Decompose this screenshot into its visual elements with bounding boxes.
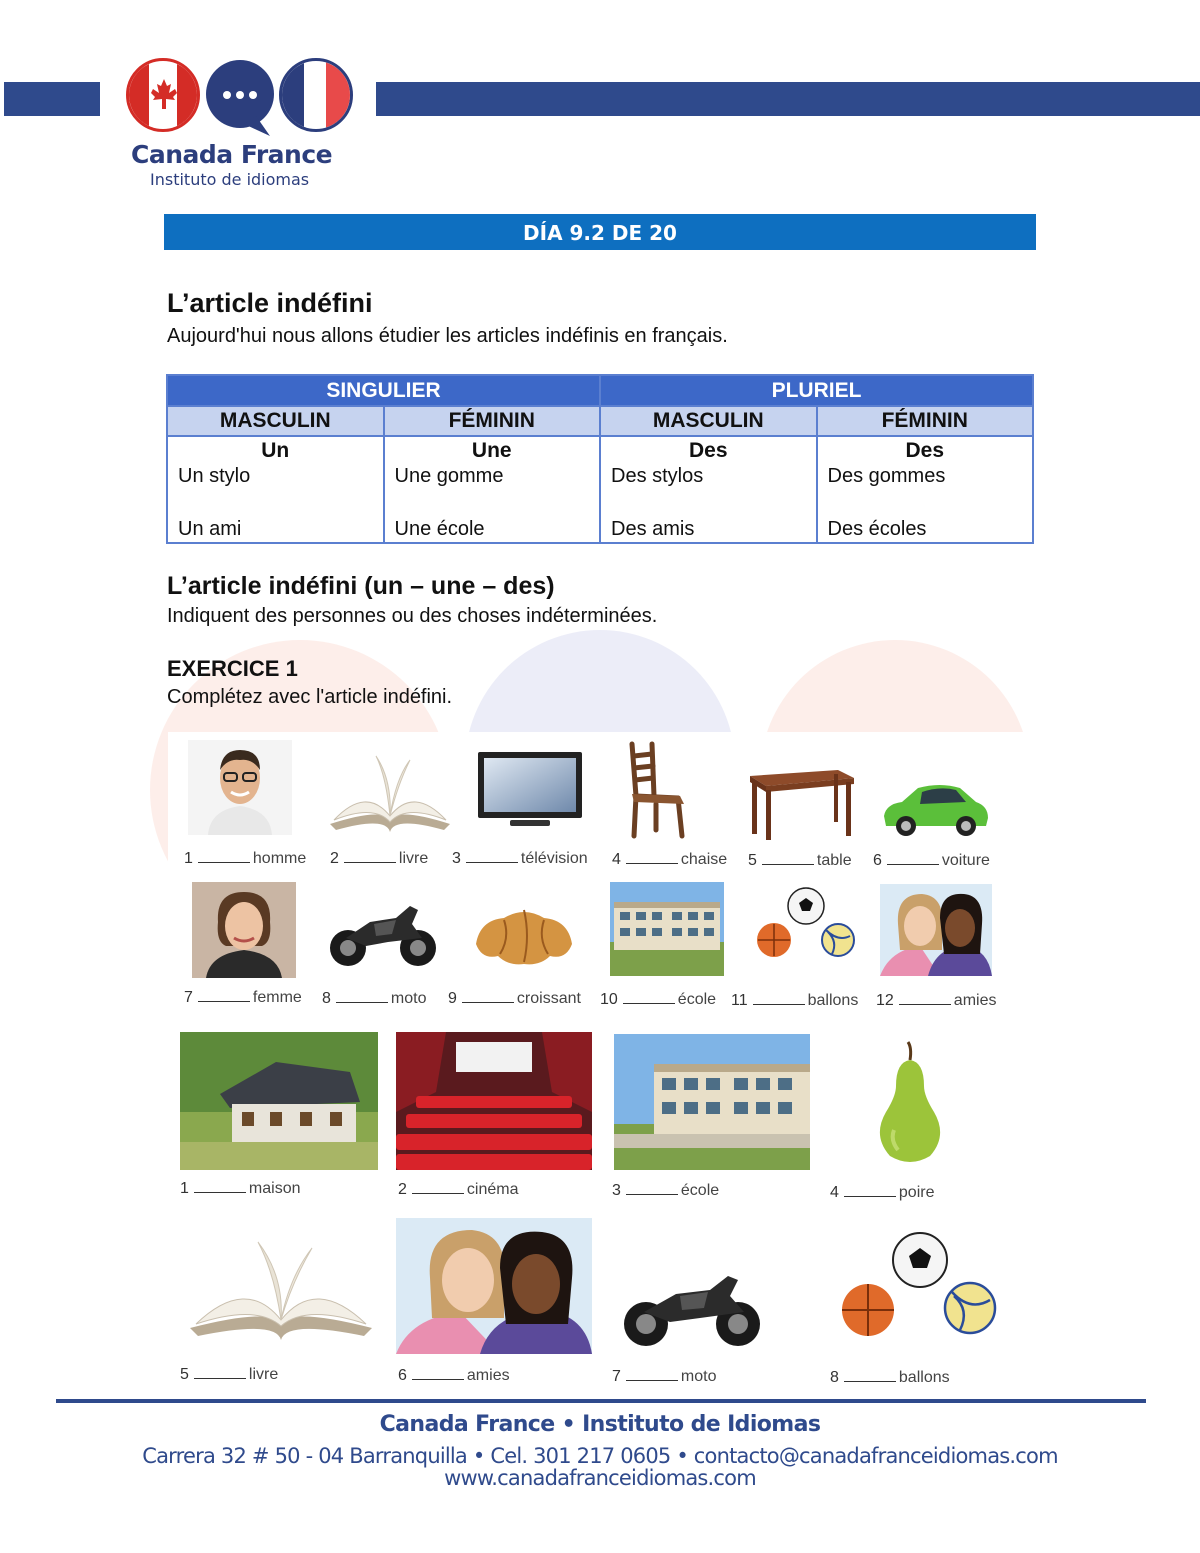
table-subheader: MASCULIN <box>600 406 817 436</box>
answer-blank[interactable] <box>623 989 675 1004</box>
day-banner: DÍA 9.2 DE 20 <box>164 214 1036 250</box>
pear-picture <box>870 1040 950 1166</box>
answer-blank[interactable] <box>466 848 518 863</box>
footer-divider <box>56 1399 1146 1403</box>
answer-blank[interactable] <box>626 1366 678 1381</box>
answer-blank[interactable] <box>844 1182 896 1197</box>
footer-title: Canada France • Instituto de Idiomas <box>379 1412 821 1437</box>
answer-blank[interactable] <box>198 987 250 1002</box>
exercise-item: 10 école <box>600 991 717 1008</box>
canada-flag-icon <box>126 58 200 132</box>
footer-contact: Carrera 32 # 50 - 04 Barranquilla • Cel. 301 217 0605 • contacto@canadafranceidiomas.com <box>142 1444 1058 1468</box>
answer-blank[interactable] <box>753 990 805 1005</box>
motorcycle-picture-large <box>620 1268 764 1348</box>
exercise-item: 1 maison <box>180 1180 301 1197</box>
example-1: Des gommes <box>827 465 946 487</box>
answer-blank[interactable] <box>412 1365 464 1380</box>
exercise-item: 8 ballons <box>830 1369 950 1386</box>
example-1: Un stylo <box>178 465 251 487</box>
example-1: Des stylos <box>611 465 704 487</box>
exercise-item: 8 moto <box>322 990 427 1007</box>
header-bar-left <box>4 82 100 116</box>
definition-text: Indiquent des personnes ou des choses indéterminées. <box>167 605 658 627</box>
article-table <box>166 374 1034 544</box>
article-word: Un <box>261 439 290 462</box>
school-picture <box>610 882 724 976</box>
exercise-item: 1 homme <box>184 850 307 867</box>
croissant-picture <box>470 900 578 972</box>
answer-blank[interactable] <box>762 850 814 865</box>
table-subheader: FÉMININ <box>384 406 601 436</box>
balls-picture <box>752 886 860 972</box>
table-cell <box>167 436 384 543</box>
header-bar-right <box>376 82 1200 116</box>
exercise-title: EXERCICE 1 <box>167 656 298 681</box>
exercise-item: 4 chaise <box>612 851 728 868</box>
table-header-plural: PLURIEL <box>600 375 1033 406</box>
answer-blank[interactable] <box>194 1178 246 1193</box>
exercise-item: 2 livre <box>330 850 429 867</box>
exercise-item: 5 livre <box>180 1366 279 1383</box>
answer-blank[interactable] <box>194 1364 246 1379</box>
exercise-item: 7 moto <box>612 1368 717 1385</box>
article-word: Des <box>905 439 945 462</box>
speech-bubble-icon <box>204 58 276 138</box>
house-picture <box>180 1032 378 1170</box>
answer-blank[interactable] <box>462 988 514 1003</box>
balls-picture-large <box>836 1230 1000 1342</box>
table-picture <box>748 766 856 840</box>
answer-blank[interactable] <box>844 1367 896 1382</box>
section-title-definition: L’article indéfini (un – une – des) <box>167 572 555 600</box>
answer-blank[interactable] <box>626 849 678 864</box>
france-flag-icon <box>279 58 353 132</box>
table-header-singular: SINGULIER <box>167 375 600 406</box>
book-picture-large <box>186 1236 376 1342</box>
intro-text: Aujourd'hui nous allons étudier les articles indéfinis en français. <box>167 325 728 347</box>
chair-picture <box>622 740 692 840</box>
exercise-instruction: Complétez avec l'article indéfini. <box>167 686 453 708</box>
example-2: Des amis <box>611 518 695 540</box>
exercise-item: 6 voiture <box>873 852 990 869</box>
exercise-item: 4 poire <box>830 1184 935 1201</box>
cinema-picture <box>396 1032 592 1170</box>
exercise-item: 3 école <box>612 1182 720 1199</box>
school-picture-large <box>614 1034 810 1170</box>
example-2: Des écoles <box>827 518 927 540</box>
man-picture <box>188 740 292 835</box>
answer-blank[interactable] <box>887 850 939 865</box>
exercise-item: 3 télévision <box>452 850 588 867</box>
answer-blank[interactable] <box>344 848 396 863</box>
television-picture <box>474 750 586 832</box>
example-1: Une gomme <box>394 465 504 487</box>
article-word: Une <box>471 439 512 462</box>
girls-picture <box>880 884 992 976</box>
article-word: Des <box>688 439 728 462</box>
exercise-item: 9 croissant <box>448 990 581 1007</box>
book-picture <box>326 746 454 834</box>
table-subheader: MASCULIN <box>167 406 384 436</box>
brand-subtitle: Instituto de idiomas <box>150 170 310 189</box>
exercise-item: 7 femme <box>184 989 302 1006</box>
answer-blank[interactable] <box>412 1179 464 1194</box>
answer-blank[interactable] <box>336 988 388 1003</box>
table-cell <box>600 436 817 543</box>
section-title-intro: L’article indéfini <box>167 288 373 318</box>
answer-blank[interactable] <box>626 1180 678 1195</box>
exercise-item: 2 cinéma <box>398 1181 519 1198</box>
table-cell <box>384 436 601 543</box>
example-2: Un ami <box>178 518 242 540</box>
brand-name: Canada France <box>131 140 333 169</box>
answer-blank[interactable] <box>899 990 951 1005</box>
answer-blank[interactable] <box>198 848 250 863</box>
car-picture <box>880 780 992 840</box>
exercise-item: 6 amies <box>398 1367 510 1384</box>
woman-picture <box>192 882 296 978</box>
exercise-item: 12 amies <box>876 992 997 1009</box>
example-2: Une école <box>394 518 485 540</box>
table-cell <box>817 436 1034 543</box>
table-subheader: FÉMININ <box>817 406 1034 436</box>
motorcycle-picture <box>326 898 438 970</box>
girls-picture-large <box>396 1218 592 1354</box>
exercise-item: 5 table <box>748 852 852 869</box>
exercise-item: 11 ballons <box>731 992 859 1009</box>
footer-website[interactable]: www.canadafranceidiomas.com <box>444 1466 756 1490</box>
